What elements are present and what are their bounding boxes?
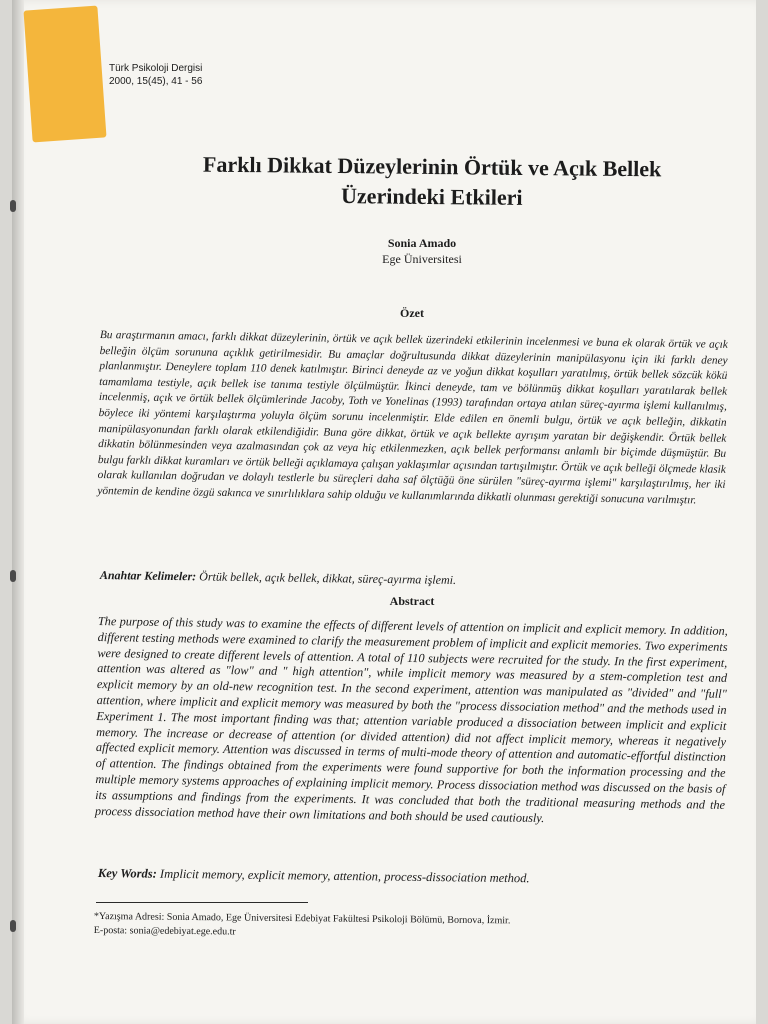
- author-name: Sonia Amado: [387, 236, 457, 250]
- title-line-1: Farklı Dikkat Düzeylerinin Örtük ve Açık Bellek: [202, 151, 662, 182]
- paper-title: [132, 149, 733, 215]
- abstract-text: The purpose of this study was to examine the effects of different levels of attention on implicit and explicit memory. In addition, different testing methods were examined to clarify the measurement problem of implicit and explicit memories. Two experiments were designed to create different levels of attention. A total of 110 subjects were recruited for the study. In the first experiment, attention was altered as "low" and " high attention", while implicit memory was measured by a stem-completion test and explicit memory by an old-new recognition test. In the second experiment, attention was manipulated as "divided" and "full" attention, where implicit and explicit memory was measured by both the "process dissociation method" and the methods used in Experiment 1. The most important finding was that; attention variable produced a dissociation between implicit and explicit memory. The increase or decrease of attention (or divided attention) did not affect implicit memory, whereas it negatively affected explicit memory. Attention was discussed in terms of multi-mode theory of attention and automatic-effortful distinction of attention. The findings obtained from the experiments were found supportive for both the information processing and the multiple memory systems approaches of explaining implicit memory. Process dissociation method was discussed on the basis of its assumptions and findings from the experiments. It was concluded that both the traditional measuring methods and the process dissociation method have their own limitations and both should be used cautiously.: [94, 614, 728, 825]
- punch-hole: [10, 570, 16, 582]
- paper-page: [12, 0, 756, 1024]
- orange-tape: [23, 6, 106, 143]
- footnote-address: *Yazışma Adresi: Sonia Amado, Ege Üniversitesi Edebiyat Fakültesi Psikoloji Bölümü, Bornova, İzmir.: [93, 910, 511, 927]
- author-block: [292, 235, 552, 267]
- footnote-rule: [96, 902, 308, 903]
- journal-info: [109, 62, 202, 88]
- punch-hole: [10, 200, 16, 212]
- abstract-keywords: [98, 866, 718, 889]
- title-line-2: Üzerindeki Etkileri: [340, 183, 523, 210]
- ozet-keywords-value: Örtük bellek, açık bellek, dikkat, süreç-ayırma işlemi.: [199, 569, 457, 587]
- punch-hole: [10, 920, 16, 932]
- abstract-keywords-value: Implicit memory, explicit memory, attention, process-dissociation method.: [159, 866, 530, 886]
- scan-edge: [12, 0, 24, 1024]
- ozet-text: Bu araştırmanın amacı, farklı dikkat düzeylerinin, örtük ve açık bellek üzerindeki etkilerinin incelenmesi ve buna ek olarak örtük ve açık belleğin ölçüm sorununa açıklık getirilmesidir. Bu amaçlar doğrultusunda dikkat düzeylerinin manipülasyonu için iki farklı deney planlanmıştır. Deneylere toplam 110 denek katılmıştır. Birinci deneyde az ve yoğun dikkat koşulları yaratılmış, örtük bellek sözcük kökü tamamlama testiyle, açık bellek ise tanıma testiyle ölçülmüştür. İkinci deneyde, tam ve bölünmüş dikkat koşulları yaratılarak bellek incelenmiş, açık ve örtük bellek ölçümlerinde Jacoby, Toth ve Yonelinas (1993) tarafından ortaya atılan süreç-ayırma işlemi kullanılmış, böylece iki yöntemi karşılaştırma yoluyla ölçüm sorunu incelenmiştir. Elde edilen en önemli bulgu, örtük ve açık belleğin, dikkatin manipülasyonundan farklı olarak etkilendiğidir. Buna göre dikkat, örtük ve açık bellekte ayrışım yaratan bir değişkendir. Örtük bellek dikkatin bölünmesinden veya azalmasından çok az veya hiç etkilenmezken, açık bellek performansı anlamlı bir biçimde düşmüştür. Bu bulgu farklı dikkat kuramları ve örtük belleği açıklamaya çalışan yaklaşımlar açısından tartışılmıştır. Örtük ve açık belleği ölçmede klasik olarak kullanılan doğrudan ve dolaylı testlerle bu süreçleri daha saf ölçtüğü öne sürülen "süreç-ayırma işlemi" karşılaştırılmış, her iki yöntemin de kendine özgü sakınca ve sınırlılıklara sahip olduğu ve kullanımlarında dikkatli olunması gerektiği sonucuna varılmıştır.: [97, 328, 728, 507]
- journal-issue: 2000, 15(45), 41 - 56: [109, 76, 203, 87]
- footnote-email: E-posta: sonia@edebiyat.ege.edu.tr: [93, 924, 236, 938]
- journal-name: Türk Psikoloji Dergisi: [109, 63, 203, 74]
- ozet-heading: Özet: [400, 306, 424, 320]
- ozet-keywords: [100, 568, 700, 591]
- abstract-keywords-label: Key Words:: [97, 866, 157, 881]
- author-affiliation: Ege Üniversitesi: [382, 252, 462, 266]
- footnote: [94, 910, 714, 944]
- abstract-heading: Abstract: [389, 594, 435, 608]
- ozet-keywords-label: Anahtar Kelimeler:: [99, 568, 197, 584]
